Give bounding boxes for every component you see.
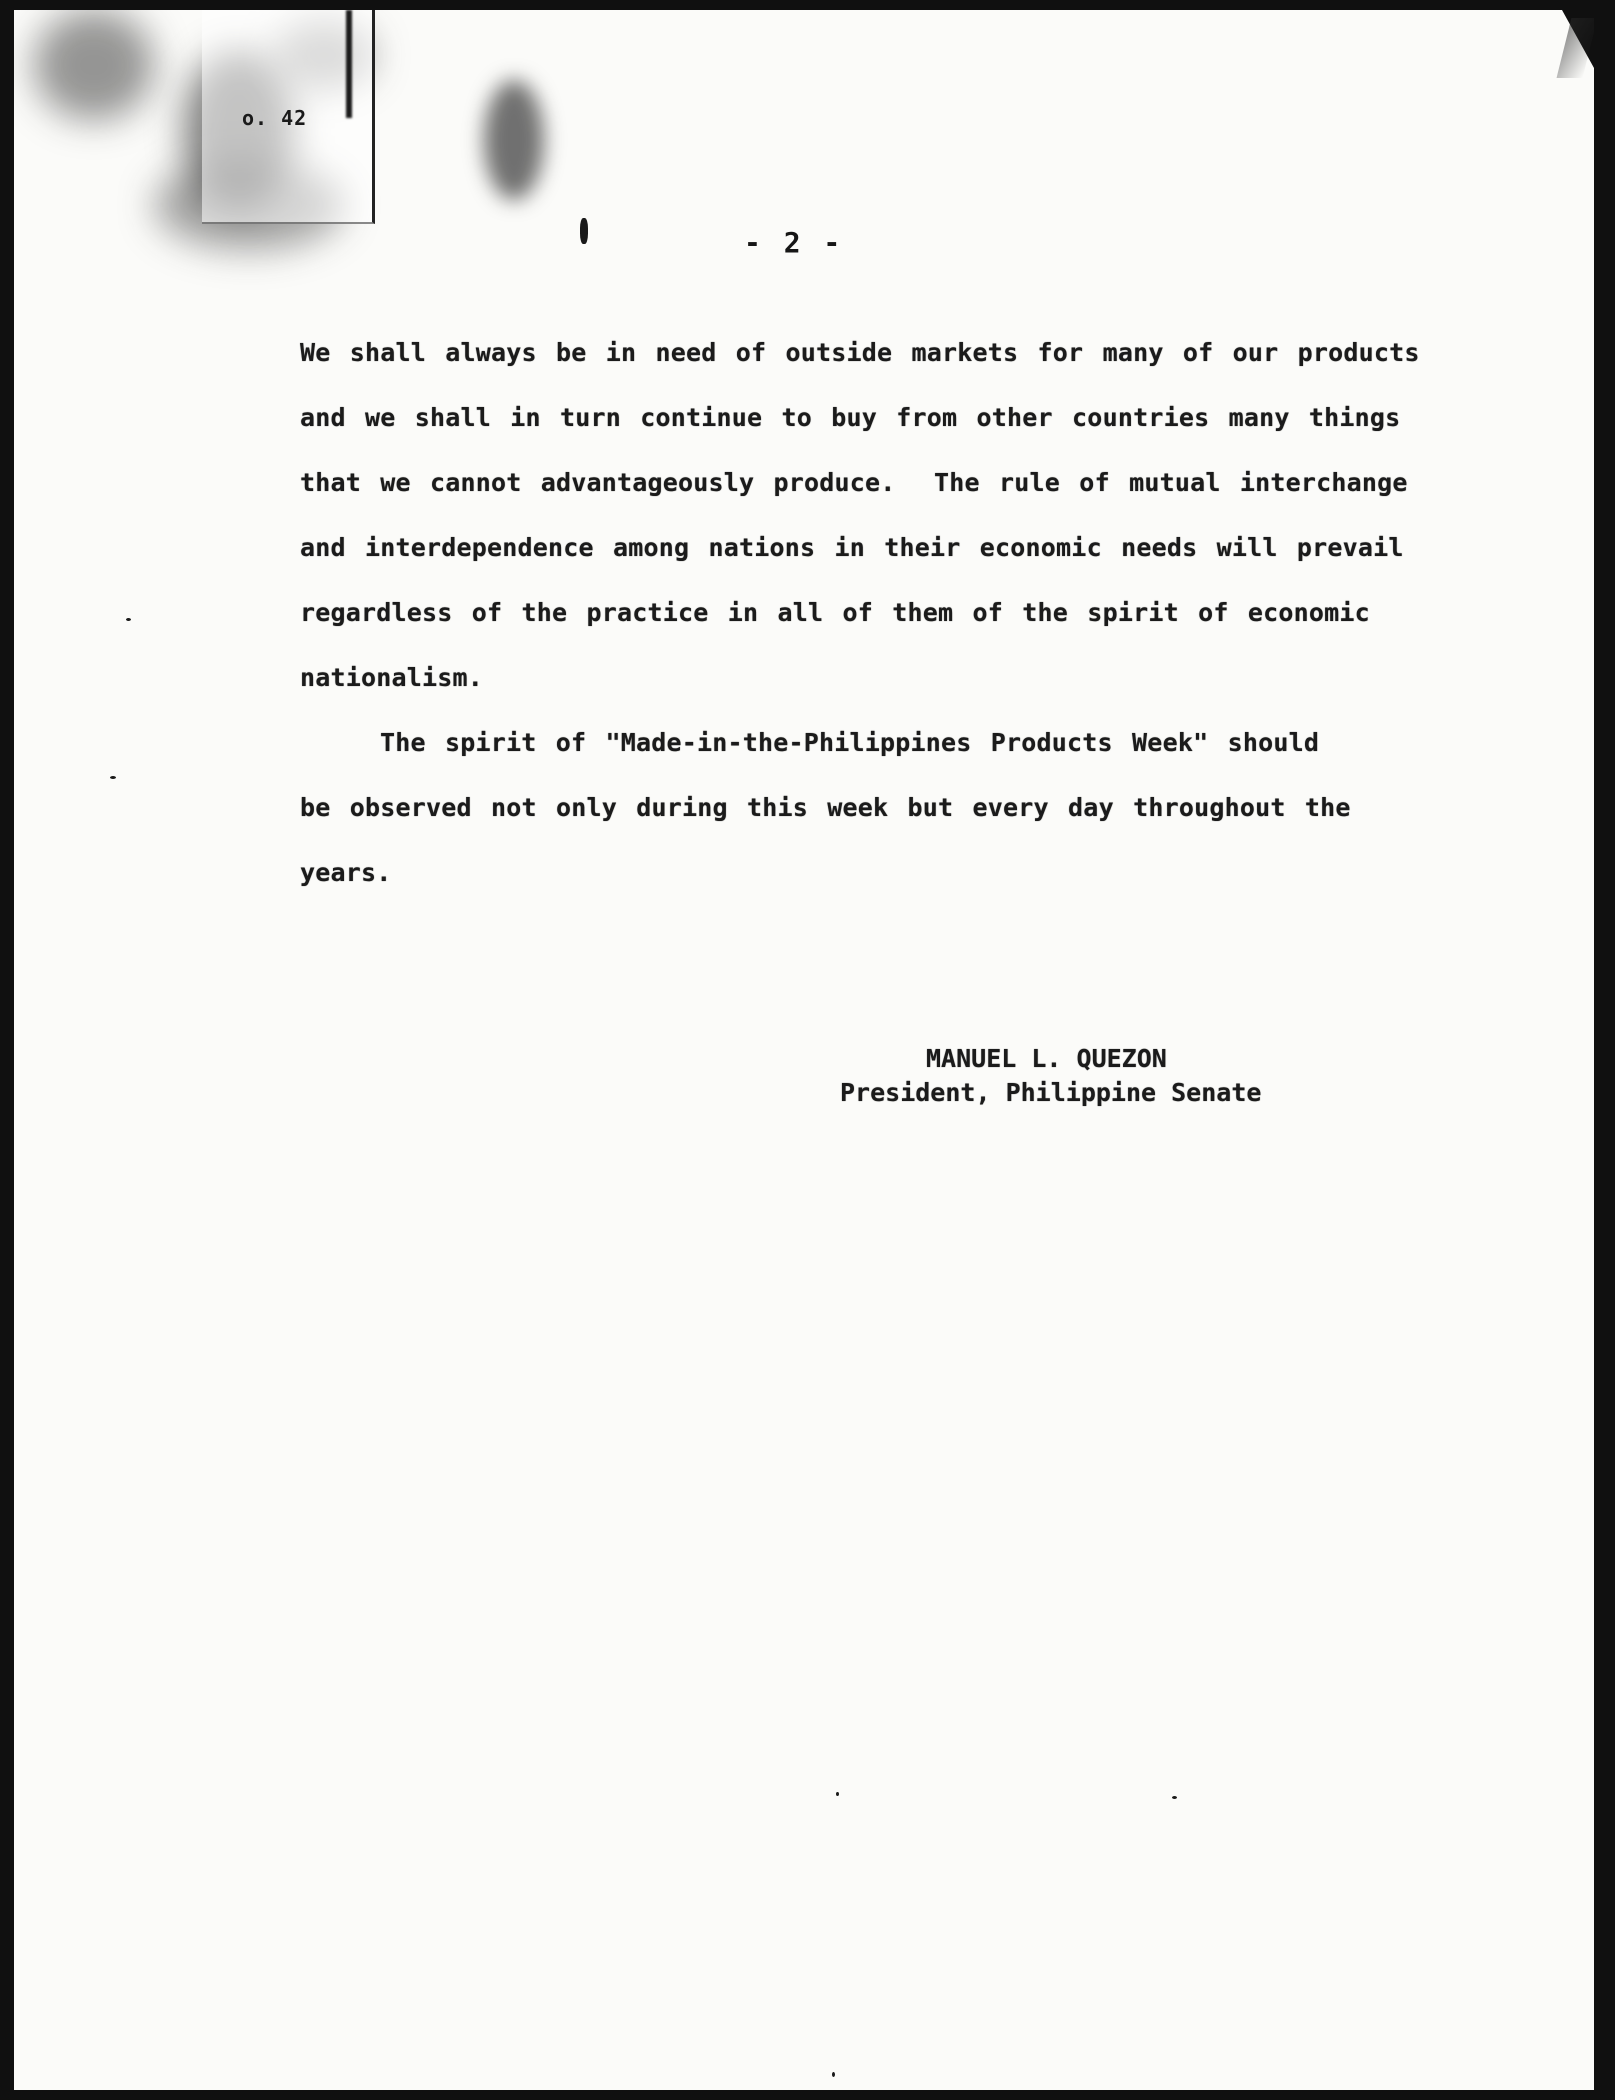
- ink-speck: [832, 2072, 835, 2077]
- signatory-name: MANUEL L. QUEZON: [926, 1044, 1167, 1073]
- body-text: [300, 320, 1440, 905]
- paragraph: [300, 710, 1440, 905]
- ink-speck: [1172, 1796, 1177, 1799]
- page-number: - 2 -: [744, 226, 844, 259]
- text-line: and we shall in turn continue to buy from other countries many things: [300, 403, 1401, 432]
- ink-smudge: [34, 10, 154, 120]
- ink-smudge: [484, 80, 544, 200]
- signatory-title: President, Philippine Senate: [840, 1078, 1262, 1107]
- text-line: nationalism.: [300, 663, 484, 692]
- text-line: and interdependence among nations in their economic needs will prevail: [300, 533, 1404, 562]
- ink-mark: [580, 218, 588, 244]
- text-line: be observed not only during this week but every day throughout the: [300, 793, 1351, 822]
- staple-mark: [346, 10, 352, 118]
- text-line: regardless of the practice in all of them of the spirit of economic: [300, 598, 1370, 627]
- file-number: o. 42: [242, 106, 308, 130]
- ink-speck: [110, 776, 116, 779]
- ink-speck: [836, 1792, 839, 1796]
- document-page: [14, 10, 1594, 2090]
- text-line: The spirit of "Made-in-the-Philippines Products Week" should: [380, 728, 1320, 757]
- text-line: that we cannot advantageously produce. The rule of mutual interchange: [300, 468, 1408, 497]
- paragraph: [300, 320, 1440, 710]
- signature-block: [840, 1042, 1261, 1110]
- ink-speck: [126, 618, 131, 621]
- text-line: years.: [300, 858, 392, 887]
- text-line: We shall always be in need of outside markets for many of our products: [300, 338, 1420, 367]
